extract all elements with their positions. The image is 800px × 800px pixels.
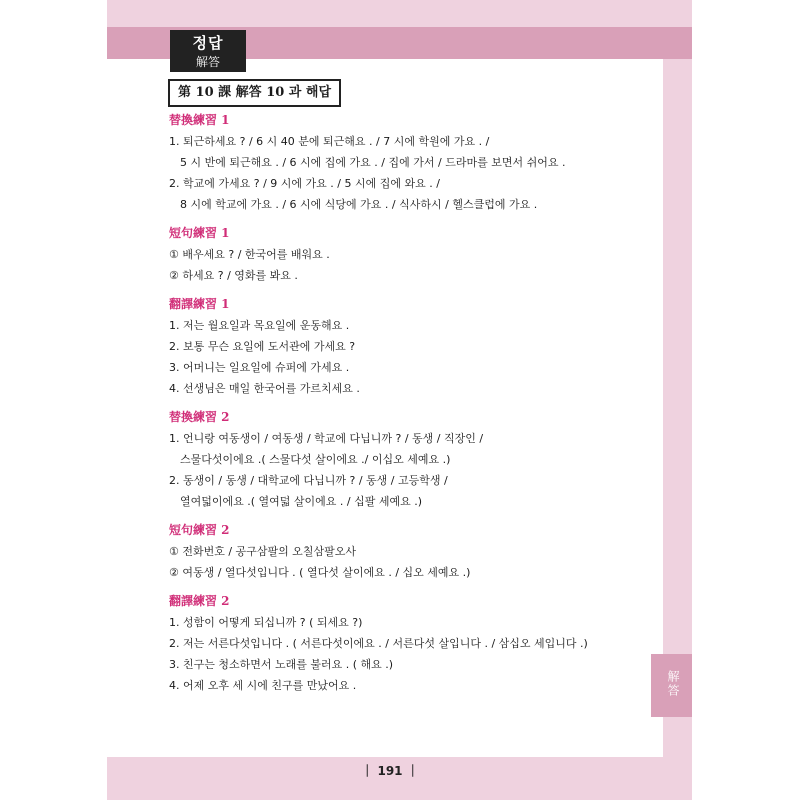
side-tab — [651, 654, 692, 717]
answer-section — [169, 294, 659, 399]
answer-content — [169, 110, 659, 696]
lesson-title: 第 10 課 解答 10 과 해답 — [168, 79, 341, 107]
answer-line: 8 시에 학교에 가요 . / 6 시에 식당에 가요 . / 식사하시 / 헬스클럽에 가요 . — [180, 198, 538, 211]
answer-line: ② 하세요 ? / 영화를 봐요 . — [169, 269, 298, 282]
section-gap — [169, 512, 659, 520]
section-gap — [169, 583, 659, 591]
answer-line: 3. 친구는 청소하면서 노래를 불러요 . ( 해요 .) — [169, 658, 394, 671]
answer-line: ② 여동생 / 열다섯입니다 . ( 열다섯 살이에요 . / 십오 세예요 .) — [169, 566, 471, 579]
answer-line: 4. 선생님은 매일 한국어를 가르치세요 . — [169, 382, 360, 395]
answer-line: 1. 언니랑 여동생이 / 여동생 / 학교에 다닙니까 ? / 동생 / 직장인 / — [169, 432, 484, 445]
side-tab-label: 解答 — [666, 670, 680, 698]
answer-label-block — [170, 30, 246, 72]
answer-section — [169, 591, 659, 696]
answer-line: ① 배우세요 ? / 한국어를 배워요 . — [169, 248, 330, 261]
answer-line: 스물다섯이에요 .( 스물다섯 살이에요 ./ 이십오 세예요 .) — [180, 453, 451, 466]
section-title: 短句練習 1 — [169, 226, 230, 240]
answer-line: 2. 동생이 / 동생 / 대학교에 다닙니까 ? / 동생 / 고등학생 / — [169, 474, 448, 487]
page-number: ｜ 191 ｜ — [361, 764, 419, 778]
section-gap — [169, 399, 659, 407]
section-title: 翻譯練習 1 — [169, 297, 230, 311]
answer-label-chinese: 解答 — [195, 55, 220, 69]
section-gap — [169, 215, 659, 223]
answer-line: 열여덟이에요 .( 열여덟 살이에요 . / 십팔 세예요 .) — [180, 495, 423, 508]
answer-section — [169, 407, 659, 512]
answer-line: 3. 어머니는 일요일에 슈퍼에 가세요 . — [169, 361, 350, 374]
answer-line: 1. 성함이 어떻게 되십니까 ? ( 되세요 ?) — [169, 616, 363, 629]
answer-line: 2. 학교에 가세요 ? / 9 시에 가요 . / 5 시에 집에 와요 . / — [169, 177, 440, 190]
answer-line: 1. 퇴근하세요 ? / 6 시 40 분에 퇴근해요 . / 7 시에 학원에 가요 . / — [169, 135, 490, 148]
section-title: 替換練習 1 — [169, 113, 230, 127]
answer-line: ① 전화번호 / 공구삼팔의 오칠삼팔오사 — [169, 545, 356, 558]
section-title: 翻譯練習 2 — [169, 594, 230, 608]
answer-line: 4. 어제 오후 세 시에 친구를 만났어요 . — [169, 679, 357, 692]
answer-line: 2. 보통 무슨 요일에 도서관에 가세요 ? — [169, 340, 356, 353]
section-title: 替換練習 2 — [169, 410, 230, 424]
section-gap — [169, 286, 659, 294]
section-title: 短句練習 2 — [169, 523, 230, 537]
answer-section — [169, 110, 659, 215]
answer-section — [169, 520, 659, 583]
answer-line: 1. 저는 월요일과 목요일에 운동해요 . — [169, 319, 350, 332]
answer-line: 5 시 반에 퇴근해요 . / 6 시에 집에 가요 . / 집에 가서 / 드라마를 보면서 쉬어요 . — [180, 156, 566, 169]
answer-section — [169, 223, 659, 286]
answer-label-korean: 정답 — [192, 34, 224, 52]
answer-line: 2. 저는 서른다섯입니다 . ( 서른다섯이에요 . / 서른다섯 살입니다 . / 삼십오 세입니다 .) — [169, 637, 588, 650]
